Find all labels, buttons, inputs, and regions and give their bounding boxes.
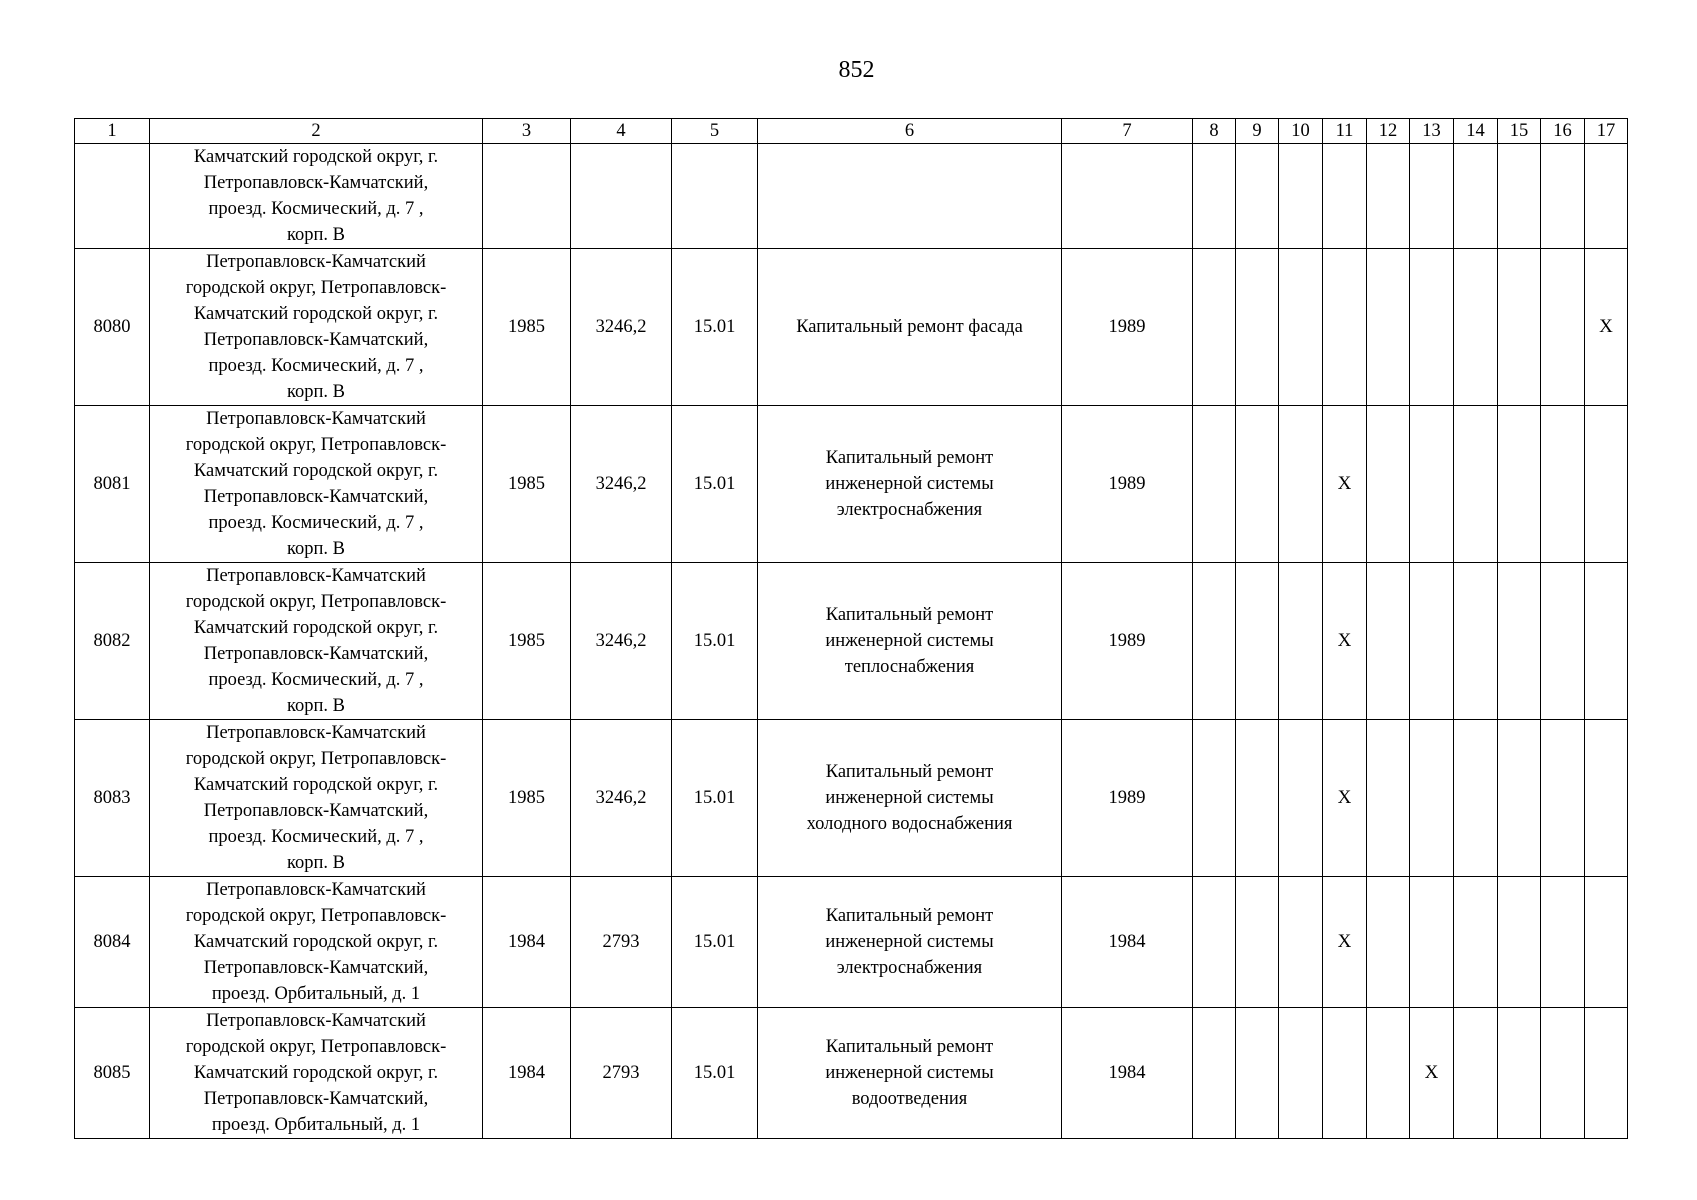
column-number-3: 3 — [483, 119, 571, 144]
mark-cell-col-13 — [1410, 877, 1454, 1008]
mark-cell-col-14 — [1454, 720, 1498, 877]
work-type-line: электроснабжения — [836, 958, 983, 978]
mark-cell-col-10 — [1279, 406, 1323, 563]
address-line: Петропавловск-Камчатский, — [203, 330, 429, 350]
address-cell — [150, 249, 483, 406]
column-number-8: 8 — [1193, 119, 1236, 144]
address-line: Камчатский городской округ, г. — [193, 932, 439, 952]
work-type-cell — [758, 406, 1062, 563]
mark-cell-col-14 — [1454, 249, 1498, 406]
work-type-line: теплоснабжения — [844, 657, 975, 677]
work-type-line: Капитальный ремонт — [825, 762, 994, 782]
column-number-9: 9 — [1236, 119, 1279, 144]
area-cell: 3246,2 — [571, 249, 672, 406]
code-cell: 15.01 — [672, 720, 758, 877]
mark-cell-col-13 — [1410, 406, 1454, 563]
address-line: Камчатский городской округ, г. — [193, 147, 439, 167]
work-type-line: Капитальный ремонт — [825, 605, 994, 625]
address-line: Петропавловск-Камчатский — [206, 566, 426, 586]
address-line: проезд. Космический, д. 7 , — [208, 670, 424, 690]
column-number-15: 15 — [1498, 119, 1541, 144]
table-row — [75, 249, 1628, 406]
mark-cell-col-12 — [1367, 144, 1410, 249]
work-type-cell — [758, 1008, 1062, 1139]
mark-cell-col-9 — [1236, 144, 1279, 249]
column-number-1: 1 — [75, 119, 150, 144]
address-line: Петропавловск-Камчатский — [206, 723, 426, 743]
column-number-5: 5 — [672, 119, 758, 144]
column-number-17: 17 — [1585, 119, 1628, 144]
column-number-12: 12 — [1367, 119, 1410, 144]
address-line: Камчатский городской округ, г. — [193, 775, 439, 795]
table-row — [75, 720, 1628, 877]
row-number-cell: 8084 — [75, 877, 150, 1008]
year-work-cell: 1984 — [1062, 877, 1193, 1008]
mark-cell-col-11 — [1323, 144, 1367, 249]
mark-cell-col-13 — [1410, 563, 1454, 720]
table-row — [75, 144, 1628, 249]
column-number-6: 6 — [758, 119, 1062, 144]
mark-cell-col-12 — [1367, 720, 1410, 877]
mark-cell-col-16 — [1541, 406, 1585, 563]
mark-cell-col-16 — [1541, 720, 1585, 877]
code-cell: 15.01 — [672, 877, 758, 1008]
mark-cell-col-15 — [1498, 877, 1541, 1008]
year-built-cell: 1985 — [483, 563, 571, 720]
mark-cell-col-9 — [1236, 720, 1279, 877]
column-number-13: 13 — [1410, 119, 1454, 144]
year-work-cell: 1984 — [1062, 1008, 1193, 1139]
row-number-cell — [75, 144, 150, 249]
mark-cell-col-11 — [1323, 1008, 1367, 1139]
mark-cell-col-10 — [1279, 1008, 1323, 1139]
mark-cell-col-10 — [1279, 563, 1323, 720]
mark-cell-col-8 — [1193, 406, 1236, 563]
row-number-cell: 8080 — [75, 249, 150, 406]
mark-cell-col-12 — [1367, 563, 1410, 720]
address-line: Петропавловск-Камчатский, — [203, 644, 429, 664]
mark-cell-col-14 — [1454, 406, 1498, 563]
address-line: проезд. Космический, д. 7 , — [208, 513, 424, 533]
address-line: проезд. Космический, д. 7 , — [208, 199, 424, 219]
address-line: городской округ, Петропавловск- — [185, 592, 447, 612]
year-work-cell: 1989 — [1062, 720, 1193, 877]
mark-cell-col-17 — [1585, 1008, 1628, 1139]
address-line: проезд. Орбитальный, д. 1 — [211, 1115, 421, 1135]
address-line: Петропавловск-Камчатский, — [203, 1089, 429, 1109]
mark-cell-col-17 — [1585, 877, 1628, 1008]
table-header — [75, 119, 1628, 144]
table-row — [75, 563, 1628, 720]
mark-cell-col-15 — [1498, 1008, 1541, 1139]
table-body — [75, 144, 1628, 1139]
address-line: проезд. Космический, д. 7 , — [208, 356, 424, 376]
mark-cell-col-17 — [1585, 144, 1628, 249]
column-number-16: 16 — [1541, 119, 1585, 144]
mark-cell-col-11: X — [1323, 406, 1367, 563]
mark-cell-col-8 — [1193, 249, 1236, 406]
mark-cell-col-10 — [1279, 720, 1323, 877]
mark-cell-col-8 — [1193, 877, 1236, 1008]
row-number-cell: 8083 — [75, 720, 150, 877]
address-line: Петропавловск-Камчатский, — [203, 801, 429, 821]
work-type-line: инженерной системы — [825, 474, 994, 494]
address-line: Петропавловск-Камчатский, — [203, 958, 429, 978]
address-cell — [150, 406, 483, 563]
area-cell: 3246,2 — [571, 720, 672, 877]
mark-cell-col-9 — [1236, 877, 1279, 1008]
work-type-line: инженерной системы — [825, 932, 994, 952]
column-number-row — [75, 119, 1628, 144]
address-line: Петропавловск-Камчатский — [206, 409, 426, 429]
work-type-line: Капитальный ремонт фасада — [796, 317, 1023, 337]
table-row — [75, 877, 1628, 1008]
year-built-cell: 1984 — [483, 1008, 571, 1139]
mark-cell-col-9 — [1236, 1008, 1279, 1139]
mark-cell-col-13 — [1410, 144, 1454, 249]
work-type-cell — [758, 720, 1062, 877]
mark-cell-col-9 — [1236, 249, 1279, 406]
work-type-line: инженерной системы — [825, 631, 994, 651]
row-number-cell: 8081 — [75, 406, 150, 563]
address-line: Камчатский городской округ, г. — [193, 304, 439, 324]
mark-cell-col-15 — [1498, 563, 1541, 720]
row-number-cell: 8082 — [75, 563, 150, 720]
mark-cell-col-11: X — [1323, 877, 1367, 1008]
mark-cell-col-8 — [1193, 720, 1236, 877]
work-type-line: Капитальный ремонт — [825, 906, 994, 926]
mark-cell-col-11: X — [1323, 563, 1367, 720]
work-type-cell — [758, 144, 1062, 249]
area-cell: 2793 — [571, 877, 672, 1008]
address-line: корп. В — [286, 382, 346, 402]
address-line: городской округ, Петропавловск- — [185, 749, 447, 769]
address-line: проезд. Орбитальный, д. 1 — [211, 984, 421, 1004]
mark-cell-col-14 — [1454, 1008, 1498, 1139]
address-line: Камчатский городской округ, г. — [193, 618, 439, 638]
mark-cell-col-11 — [1323, 249, 1367, 406]
address-cell — [150, 563, 483, 720]
address-line: Камчатский городской округ, г. — [193, 1063, 439, 1083]
mark-cell-col-15 — [1498, 249, 1541, 406]
work-type-line: водоотведения — [851, 1089, 968, 1109]
year-work-cell: 1989 — [1062, 406, 1193, 563]
mark-cell-col-8 — [1193, 1008, 1236, 1139]
mark-cell-col-13: X — [1410, 1008, 1454, 1139]
code-cell: 15.01 — [672, 563, 758, 720]
address-line: городской округ, Петропавловск- — [185, 435, 447, 455]
mark-cell-col-16 — [1541, 1008, 1585, 1139]
year-built-cell — [483, 144, 571, 249]
address-line: корп. В — [286, 225, 346, 245]
mark-cell-col-15 — [1498, 720, 1541, 877]
year-work-cell: 1989 — [1062, 249, 1193, 406]
address-line: Петропавловск-Камчатский, — [203, 487, 429, 507]
area-cell: 3246,2 — [571, 406, 672, 563]
mark-cell-col-10 — [1279, 877, 1323, 1008]
mark-cell-col-17 — [1585, 720, 1628, 877]
work-type-line: Капитальный ремонт — [825, 448, 994, 468]
mark-cell-col-13 — [1410, 720, 1454, 877]
address-line: корп. В — [286, 853, 346, 873]
year-built-cell: 1985 — [483, 249, 571, 406]
address-line: Петропавловск-Камчатский — [206, 1011, 426, 1031]
column-number-10: 10 — [1279, 119, 1323, 144]
code-cell: 15.01 — [672, 249, 758, 406]
year-built-cell: 1985 — [483, 720, 571, 877]
mark-cell-col-16 — [1541, 144, 1585, 249]
mark-cell-col-10 — [1279, 144, 1323, 249]
work-type-cell — [758, 563, 1062, 720]
mark-cell-col-10 — [1279, 249, 1323, 406]
mark-cell-col-12 — [1367, 1008, 1410, 1139]
table-row — [75, 406, 1628, 563]
address-line: Камчатский городской округ, г. — [193, 461, 439, 481]
mark-cell-col-12 — [1367, 406, 1410, 563]
column-number-4: 4 — [571, 119, 672, 144]
address-line: Петропавловск-Камчатский — [206, 880, 426, 900]
mark-cell-col-9 — [1236, 563, 1279, 720]
mark-cell-col-15 — [1498, 144, 1541, 249]
address-line: Петропавловск-Камчатский — [206, 252, 426, 272]
mark-cell-col-17 — [1585, 563, 1628, 720]
address-cell — [150, 1008, 483, 1139]
address-line: корп. В — [286, 539, 346, 559]
code-cell — [672, 144, 758, 249]
row-number-cell: 8085 — [75, 1008, 150, 1139]
mark-cell-col-16 — [1541, 563, 1585, 720]
mark-cell-col-16 — [1541, 877, 1585, 1008]
mark-cell-col-14 — [1454, 144, 1498, 249]
mark-cell-col-14 — [1454, 563, 1498, 720]
work-type-cell — [758, 249, 1062, 406]
address-cell — [150, 877, 483, 1008]
repair-registry-table — [74, 118, 1628, 1139]
mark-cell-col-8 — [1193, 144, 1236, 249]
mark-cell-col-17 — [1585, 406, 1628, 563]
area-cell: 3246,2 — [571, 563, 672, 720]
address-line: городской округ, Петропавловск- — [185, 278, 447, 298]
address-line: городской округ, Петропавловск- — [185, 906, 447, 926]
area-cell: 2793 — [571, 1008, 672, 1139]
work-type-line: Капитальный ремонт — [825, 1037, 994, 1057]
address-cell — [150, 144, 483, 249]
mark-cell-col-13 — [1410, 249, 1454, 406]
address-line: городской округ, Петропавловск- — [185, 1037, 447, 1057]
work-type-line: инженерной системы — [825, 788, 994, 808]
address-cell — [150, 720, 483, 877]
mark-cell-col-16 — [1541, 249, 1585, 406]
mark-cell-col-8 — [1193, 563, 1236, 720]
year-work-cell: 1989 — [1062, 563, 1193, 720]
table-row — [75, 1008, 1628, 1139]
column-number-14: 14 — [1454, 119, 1498, 144]
column-number-11: 11 — [1323, 119, 1367, 144]
mark-cell-col-15 — [1498, 406, 1541, 563]
year-built-cell: 1984 — [483, 877, 571, 1008]
area-cell — [571, 144, 672, 249]
mark-cell-col-11: X — [1323, 720, 1367, 877]
mark-cell-col-17: X — [1585, 249, 1628, 406]
year-built-cell: 1985 — [483, 406, 571, 563]
page-number: 852 — [838, 57, 875, 83]
work-type-line: холодного водоснабжения — [806, 814, 1013, 834]
mark-cell-col-12 — [1367, 249, 1410, 406]
year-work-cell — [1062, 144, 1193, 249]
mark-cell-col-9 — [1236, 406, 1279, 563]
column-number-2: 2 — [150, 119, 483, 144]
mark-cell-col-12 — [1367, 877, 1410, 1008]
mark-cell-col-14 — [1454, 877, 1498, 1008]
code-cell: 15.01 — [672, 406, 758, 563]
work-type-line: инженерной системы — [825, 1063, 994, 1083]
address-line: Петропавловск-Камчатский, — [203, 173, 429, 193]
work-type-cell — [758, 877, 1062, 1008]
address-line: корп. В — [286, 696, 346, 716]
work-type-line: электроснабжения — [836, 500, 983, 520]
address-line: проезд. Космический, д. 7 , — [208, 827, 424, 847]
code-cell: 15.01 — [672, 1008, 758, 1139]
column-number-7: 7 — [1062, 119, 1193, 144]
